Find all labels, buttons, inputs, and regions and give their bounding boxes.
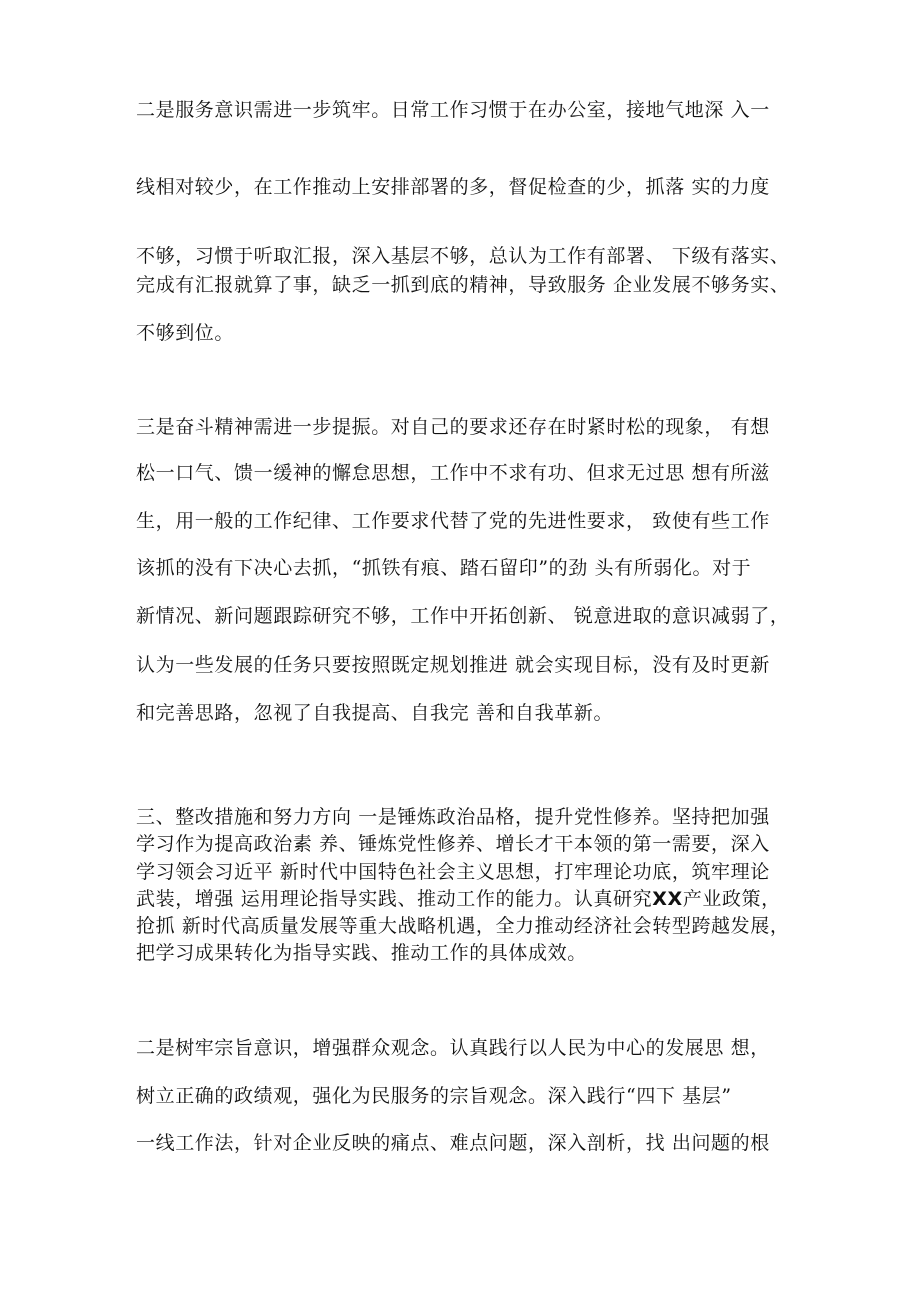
text-line: 抢抓 新时代高质量发展等重大战略机遇，全力推动经济社会转型跨越发展， — [136, 915, 790, 937]
text-line: 三、整改措施和努力方向 一是锤炼政治品格，提升党性修养。坚持把加强 — [136, 806, 770, 828]
text-line: 松一口气、馈一缓神的懈怠思想，工作中不求有功、但求无过思 想有所滋 — [136, 462, 770, 484]
text-line: 线相对较少，在工作推动上安排部署的多，督促检查的少，抓落 实的力度 — [136, 176, 770, 198]
text-line: 二是树牢宗旨意识，增强群众观念。认真践行以人民为中心的发展思 想， — [136, 1037, 770, 1059]
text-line: 把学习成果转化为指导实践、推动工作的具体成效。 — [136, 942, 587, 964]
text-line: 三是奋斗精神需进一步提振。对自己的要求还存在时紧时松的现象， 有想 — [136, 416, 770, 438]
text-segment: 产业政策， — [682, 888, 781, 910]
emphasis-text: XX — [652, 888, 683, 910]
text-line: 该抓的没有下决心去抓，“抓铁有痕、踏石留印”的劲 头有所弱化。对于 — [136, 557, 752, 579]
text-line: 不够到位。 — [136, 322, 235, 344]
text-line: 二是服务意识需进一步筑牢。日常工作习惯于在办公室，接地气地深 入一 — [136, 99, 770, 121]
text-line: 学习领会习近平 新时代中国特色社会主义思想，打牢理论功底，筑牢理论 — [136, 861, 770, 883]
text-segment: 武装，增强 运用理论指导实践、推动工作的能力。认真研究 — [136, 888, 653, 910]
text-line: 一线工作法，针对企业反映的痛点、难点问题，深入剖析，找 出问题的根 — [136, 1132, 770, 1154]
text-line: 树立正确的政绩观，强化为民服务的宗旨观念。深入践行“四下 基层” — [136, 1085, 732, 1107]
text-line: 学习作为提高政治素 养、锤炼党性修养、增长才干本领的第一需要，深入 — [136, 833, 770, 855]
text-line: 不够，习惯于听取汇报，深入基层不够，总认为工作有部署、 下级有落实、 — [136, 245, 790, 267]
text-line: 认为一些发展的任务只要按照既定规划推进 就会实现目标，没有及时更新 — [136, 654, 770, 676]
text-line: 完成有汇报就算了事，缺乏一抓到底的精神，导致服务 企业发展不够务实、 — [136, 274, 790, 296]
text-line — [136, 884, 796, 911]
text-line: 生，用一般的工作纪律、工作要求代替了党的先进性要求， 致使有些工作 — [136, 510, 770, 532]
text-line: 新情况、新问题跟踪研究不够，工作中开拓创新、 锐意进取的意识减弱了， — [136, 605, 790, 627]
text-line: 和完善思路，忽视了自我提高、自我完 善和自我革新。 — [136, 702, 614, 724]
